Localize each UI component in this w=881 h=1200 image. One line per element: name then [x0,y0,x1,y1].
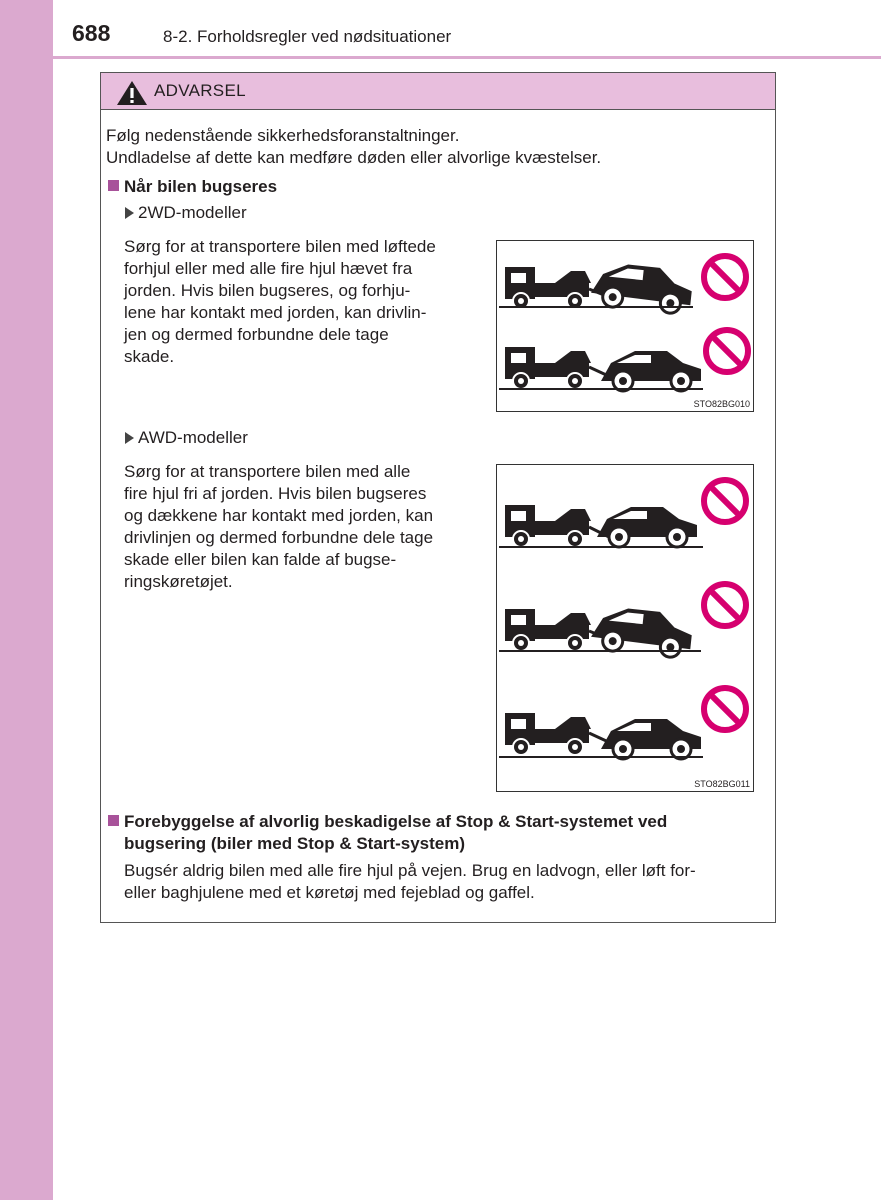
header-rule [53,56,881,59]
square-bullet-icon [108,180,119,191]
page-number: 688 [72,20,111,46]
twowd-paragraph: Sørg for at transportere bilen med løftede forhjul eller med alle fire hjul hævet fra jorden. Hvis bilen bugseres, og forhju- lene har kontakt med jorden, kan drivlin- jen og dermed forbundne dele tage skade. [124,237,436,366]
car-lifted-front-icon [601,351,701,391]
section2-heading: Forebyggelse af alvorlig beskadigelse af Stop & Start-systemet ved bugsering (biler med Stop & Start-system) [108,811,770,855]
twowd-label: 2WD-modeller [125,202,247,224]
figure-awd [496,464,754,792]
intro-line-2: Undladelse af dette kan medføre døden eller alvorlige kvæstelser. [106,148,602,167]
section-title: 8-2. Forholdsregler ved nødsituationer [163,27,452,46]
warning-title: ADVARSEL [154,81,246,100]
tow-truck-icon [505,267,609,309]
figure-code: STO82BG010 [693,399,750,409]
prohibited-icon [704,256,746,298]
triangle-bullet-icon [125,432,134,444]
prohibited-icon [704,584,746,626]
prohibited-icon [704,480,746,522]
tow-truck-icon [505,505,609,547]
figure-code: STO82BG011 [694,779,750,789]
triangle-bullet-icon [125,207,134,219]
tow-truck-icon [505,609,609,651]
prohibited-icon [706,330,748,372]
warning-intro [106,125,766,169]
side-color-bar [0,0,53,1200]
towing-illustration-awd [497,465,755,793]
section2-body: Bugsér aldrig bilen med alle fire hjul på vejen. Brug en ladvogn, eller løft for- eller baghjulene med et køretøj med fejeblad og gaffel. [124,861,696,902]
prohibited-icon [704,688,746,730]
intro-line-1: Følg nedenstående sikkerhedsforanstaltninger. [106,126,460,145]
car-on-dolly-icon [597,507,697,547]
figure-2wd [496,240,754,412]
warning-triangle-icon [116,80,148,106]
towing-illustration-2wd [497,241,755,413]
tow-truck-icon [505,347,615,389]
awd-label: AWD-modeller [125,427,248,449]
awd-paragraph: Sørg for at transportere bilen med alle fire hjul fri af jorden. Hvis bilen bugseres og dækkene har kontakt med jorden, kan drivlinjen og dermed forbundne dele tage skade eller bilen kan falde af bugse- ringskøretøjet. [124,462,434,591]
car-lifted-front-icon [601,719,701,759]
square-bullet-icon [108,815,119,826]
section1-heading: Når bilen bugseres [108,176,277,198]
tow-truck-icon [505,713,615,755]
warning-header [101,73,775,110]
